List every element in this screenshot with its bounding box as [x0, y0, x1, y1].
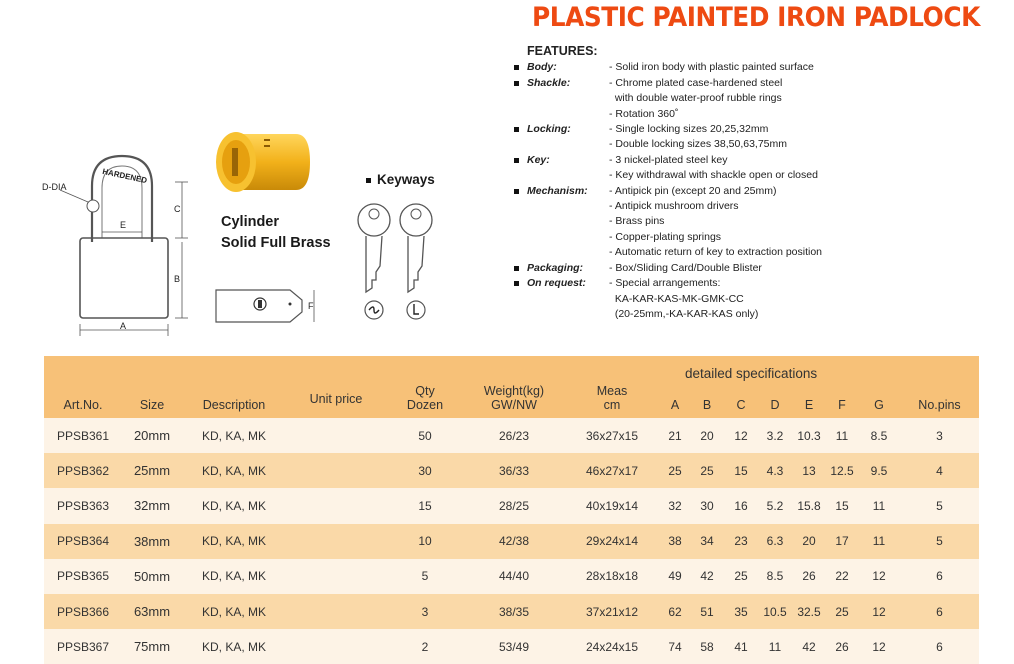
cell-b: 25: [690, 453, 724, 488]
bullet-icon: [512, 261, 527, 276]
cell-price: [286, 488, 386, 523]
table-row: [44, 453, 979, 488]
cell-art: PPSB362: [44, 453, 122, 488]
cell-art: PPSB361: [44, 418, 122, 453]
cell-desc: KD, KA, MK: [182, 418, 286, 453]
label-c: C: [174, 204, 181, 214]
feature-row: [512, 60, 892, 75]
cell-c: 41: [724, 629, 758, 664]
feature-row: [512, 245, 892, 260]
cell-art: PPSB367: [44, 629, 122, 664]
feature-value: - Solid iron body with plastic painted surface: [609, 61, 814, 74]
label-a: A: [120, 321, 127, 331]
label-b: B: [174, 274, 181, 284]
feature-key: [527, 307, 609, 322]
feature-row: [512, 153, 892, 168]
cell-qty: 5: [386, 559, 464, 594]
cell-d: 5.2: [758, 488, 792, 523]
feature-value: - Double locking sizes 38,50,63,75mm: [609, 138, 788, 151]
cell-d: 11: [758, 629, 792, 664]
feature-value: - 3 nickel-plated steel key: [609, 153, 728, 166]
cell-weight: 28/25: [464, 488, 564, 523]
cell-b: 58: [690, 629, 724, 664]
bullet-icon: [512, 60, 527, 75]
cell-size: 32mm: [122, 488, 182, 523]
feature-value: with double water-proof rubble rings: [609, 92, 782, 105]
cell-weight: 44/40: [464, 559, 564, 594]
feature-value: - Box/Sliding Card/Double Blister: [609, 261, 762, 274]
feature-row: [512, 168, 892, 183]
padlock-body-outline: [80, 238, 168, 318]
feature-key: [527, 292, 609, 307]
bullet-icon: [366, 178, 371, 183]
cell-c: 35: [724, 594, 758, 629]
cell-d: 3.2: [758, 418, 792, 453]
cell-weight: 38/35: [464, 594, 564, 629]
cell-a: 74: [660, 629, 690, 664]
cell-desc: KD, KA, MK: [182, 559, 286, 594]
cell-price: [286, 559, 386, 594]
cell-e: 13: [792, 453, 826, 488]
cell-art: PPSB363: [44, 488, 122, 523]
col-price: Unit price: [286, 356, 386, 418]
table-row: [44, 488, 979, 523]
spec-table: [44, 356, 979, 664]
bullet-icon: [512, 230, 527, 245]
bullet-icon: [512, 307, 527, 322]
cell-qty: 50: [386, 418, 464, 453]
cell-g: 11: [858, 488, 900, 523]
cell-a: 32: [660, 488, 690, 523]
cell-price: [286, 594, 386, 629]
features-list: [512, 44, 892, 322]
table-header-row: [44, 356, 979, 418]
cell-qty: 30: [386, 453, 464, 488]
cell-pins: 5: [900, 488, 979, 523]
feature-key: Body:: [527, 61, 557, 74]
cell-art: PPSB365: [44, 559, 122, 594]
cell-a: 62: [660, 594, 690, 629]
cell-f: 11: [826, 418, 858, 453]
feature-value: - Antipick pin (except 20 and 25mm): [609, 184, 777, 197]
col-meas: Meas cm: [564, 356, 660, 418]
feature-row: [512, 199, 892, 214]
col-qty: Qty Dozen: [386, 356, 464, 418]
cell-weight: 42/38: [464, 524, 564, 559]
d-dia-circle: [87, 200, 99, 212]
feature-key: [527, 107, 609, 122]
cell-g: 12: [858, 559, 900, 594]
col-b: B: [690, 356, 724, 418]
cell-b: 42: [690, 559, 724, 594]
cell-a: 49: [660, 559, 690, 594]
bullet-icon: [512, 214, 527, 229]
col-e: E: [792, 356, 826, 418]
feature-row: [512, 76, 892, 91]
cell-g: 9.5: [858, 453, 900, 488]
cell-weight: 26/23: [464, 418, 564, 453]
cell-weight: 53/49: [464, 629, 564, 664]
feature-key: [527, 168, 609, 183]
feature-row: [512, 107, 892, 122]
cell-desc: KD, KA, MK: [182, 594, 286, 629]
table-row: [44, 559, 979, 594]
cell-price: [286, 453, 386, 488]
feature-value: - Chrome plated case-hardened steel: [609, 76, 783, 89]
cell-meas: 46x27x17: [564, 453, 660, 488]
feature-row: [512, 184, 892, 199]
spec-heading: detailed specifications: [685, 366, 818, 381]
feature-key: [527, 214, 609, 229]
cell-e: 26: [792, 559, 826, 594]
table-row: [44, 524, 979, 559]
col-d: D: [758, 356, 792, 418]
cell-b: 51: [690, 594, 724, 629]
table-row: [44, 594, 979, 629]
feature-value: - Single locking sizes 20,25,32mm: [609, 123, 769, 136]
cell-a: 21: [660, 418, 690, 453]
cell-b: 30: [690, 488, 724, 523]
cell-f: 17: [826, 524, 858, 559]
col-weight: Weight(kg) GW/NW: [464, 356, 564, 418]
cylinder-caption: [221, 212, 331, 254]
cell-a: 25: [660, 453, 690, 488]
bullet-icon: [512, 122, 527, 137]
feature-row: [512, 137, 892, 152]
cell-d: 6.3: [758, 524, 792, 559]
cell-d: 10.5: [758, 594, 792, 629]
cell-meas: 40x19x14: [564, 488, 660, 523]
cylinder-side-drawing: [210, 282, 328, 328]
col-g: G: [858, 356, 900, 418]
col-size: Size: [122, 356, 182, 418]
cell-desc: KD, KA, MK: [182, 629, 286, 664]
cell-qty: 3: [386, 594, 464, 629]
keyways-heading: Keyways: [366, 172, 435, 187]
cylinder-line1: Cylinder: [221, 214, 280, 230]
cylinder-line2: Solid Full Brass: [221, 235, 331, 251]
cell-d: 8.5: [758, 559, 792, 594]
cell-art: PPSB364: [44, 524, 122, 559]
bullet-icon: [512, 184, 527, 199]
cell-pins: 3: [900, 418, 979, 453]
cell-art: PPSB366: [44, 594, 122, 629]
padlock-dimension-drawing: [40, 120, 210, 340]
cell-f: 26: [826, 629, 858, 664]
cell-meas: 37x21x12: [564, 594, 660, 629]
cell-price: [286, 524, 386, 559]
feature-row: [512, 276, 892, 291]
feature-key: Mechanism:: [527, 184, 588, 197]
bullet-icon: [512, 276, 527, 291]
bullet-icon: [512, 137, 527, 152]
cell-e: 42: [792, 629, 826, 664]
page-title: PLASTIC PAINTED IRON PADLOCK: [532, 2, 980, 33]
feature-key: [527, 137, 609, 152]
cell-c: 23: [724, 524, 758, 559]
cell-c: 15: [724, 453, 758, 488]
feature-row: [512, 214, 892, 229]
cell-f: 12.5: [826, 453, 858, 488]
cell-size: 63mm: [122, 594, 182, 629]
label-e: E: [120, 220, 127, 230]
table-row: [44, 418, 979, 453]
bullet-icon: [512, 292, 527, 307]
cell-e: 20: [792, 524, 826, 559]
cell-e: 15.8: [792, 488, 826, 523]
col-a: A: [660, 356, 690, 418]
cell-d: 4.3: [758, 453, 792, 488]
features-heading: FEATURES:: [527, 44, 598, 58]
cell-a: 38: [660, 524, 690, 559]
feature-row: [512, 261, 892, 276]
bullet-icon: [512, 245, 527, 260]
cell-meas: 28x18x18: [564, 559, 660, 594]
feature-value: - Copper-plating springs: [609, 230, 722, 243]
cell-pins: 6: [900, 594, 979, 629]
cell-size: 38mm: [122, 524, 182, 559]
feature-value: - Rotation 360˚: [609, 107, 679, 120]
feature-key: [527, 245, 609, 260]
label-f: F: [308, 301, 314, 311]
label-hardened: HARDENED: [101, 166, 148, 186]
feature-value: - Brass pins: [609, 215, 665, 228]
bullet-icon: [512, 76, 527, 91]
feature-row: [512, 307, 892, 322]
feature-value: - Key withdrawal with shackle open or closed: [609, 169, 818, 182]
cell-weight: 36/33: [464, 453, 564, 488]
cell-qty: 10: [386, 524, 464, 559]
feature-key: Packaging:: [527, 261, 584, 274]
cell-g: 11: [858, 524, 900, 559]
feature-row: [512, 230, 892, 245]
bullet-icon: [512, 168, 527, 183]
cell-g: 12: [858, 629, 900, 664]
bullet-icon: [512, 91, 527, 106]
cell-desc: KD, KA, MK: [182, 488, 286, 523]
feature-key: [527, 199, 609, 214]
col-art: Art.No.: [44, 356, 122, 418]
cell-pins: 6: [900, 559, 979, 594]
feature-key: Locking:: [527, 123, 571, 136]
cell-qty: 15: [386, 488, 464, 523]
feature-value: - Antipick mushroom drivers: [609, 200, 739, 213]
feature-value: - Automatic return of key to extraction position: [609, 246, 823, 259]
feature-row: [512, 292, 892, 307]
feature-key: On request:: [527, 277, 586, 290]
cell-f: 25: [826, 594, 858, 629]
cell-size: 50mm: [122, 559, 182, 594]
cell-b: 34: [690, 524, 724, 559]
cell-desc: KD, KA, MK: [182, 524, 286, 559]
col-pins: No.pins: [900, 356, 979, 418]
keyways-drawing: [352, 200, 442, 330]
feature-value: (20-25mm,-KA-KAR-KAS only): [609, 307, 759, 320]
cell-desc: KD, KA, MK: [182, 453, 286, 488]
cell-e: 10.3: [792, 418, 826, 453]
cell-c: 25: [724, 559, 758, 594]
label-d-dia: D-DIA: [42, 182, 67, 192]
cell-g: 8.5: [858, 418, 900, 453]
cell-qty: 2: [386, 629, 464, 664]
feature-row: [512, 91, 892, 106]
feature-key: [527, 230, 609, 245]
cell-meas: 36x27x15: [564, 418, 660, 453]
bullet-icon: [512, 199, 527, 214]
feature-value: - Special arrangements:: [609, 277, 721, 290]
cell-f: 15: [826, 488, 858, 523]
cell-g: 12: [858, 594, 900, 629]
cell-pins: 6: [900, 629, 979, 664]
cell-c: 12: [724, 418, 758, 453]
cell-pins: 4: [900, 453, 979, 488]
feature-key: [527, 91, 609, 106]
cell-pins: 5: [900, 524, 979, 559]
cell-c: 16: [724, 488, 758, 523]
feature-value: KA-KAR-KAS-MK-GMK-CC: [609, 292, 744, 305]
bullet-icon: [512, 107, 527, 122]
col-desc: Description: [182, 356, 286, 418]
feature-key: Shackle:: [527, 76, 571, 89]
col-f: F: [826, 356, 858, 418]
cell-b: 20: [690, 418, 724, 453]
col-c: C: [724, 356, 758, 418]
cell-meas: 24x24x15: [564, 629, 660, 664]
cell-meas: 29x24x14: [564, 524, 660, 559]
feature-row: [512, 122, 892, 137]
cell-size: 75mm: [122, 629, 182, 664]
cell-size: 25mm: [122, 453, 182, 488]
bullet-icon: [512, 153, 527, 168]
cell-size: 20mm: [122, 418, 182, 453]
cell-f: 22: [826, 559, 858, 594]
feature-key: Key:: [527, 153, 550, 166]
cell-e: 32.5: [792, 594, 826, 629]
brass-cylinder-image: [206, 122, 316, 202]
cell-price: [286, 418, 386, 453]
